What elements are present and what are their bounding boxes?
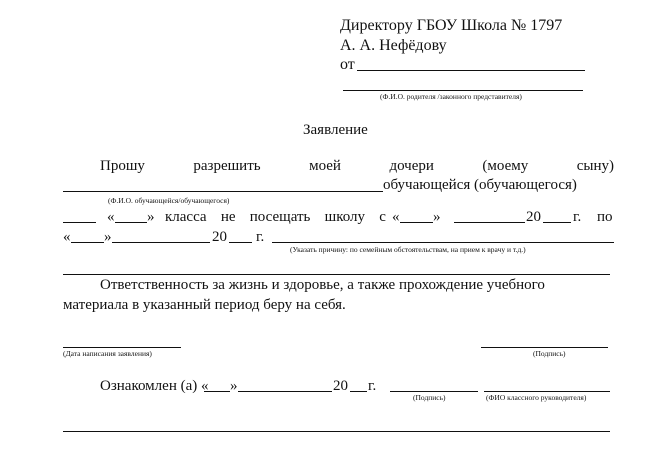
from-month-field[interactable] <box>454 222 525 223</box>
parent-name-field[interactable] <box>357 70 585 71</box>
director-name: А. А. Нефёдову <box>340 37 447 54</box>
from-year-prefix: 20 <box>526 209 541 225</box>
from-date-open: « <box>392 209 400 225</box>
from-year-field[interactable] <box>543 222 571 223</box>
teacher-signature-field[interactable] <box>390 391 478 392</box>
to-word: по <box>597 209 613 225</box>
from-date-close: » <box>433 209 441 225</box>
student-name-field[interactable] <box>63 191 383 192</box>
word-moemu: (моему <box>482 158 529 174</box>
parent-signature-caption: (Подпись) <box>533 349 566 358</box>
to-year-suffix: г. <box>256 229 265 245</box>
date-written-caption: (Дата написания заявления) <box>63 349 152 358</box>
from-year-suffix: г. <box>573 209 582 225</box>
ack-year-suffix: г. <box>368 378 377 394</box>
to-day-field[interactable] <box>71 242 104 243</box>
word-s: с <box>379 209 386 225</box>
teacher-name-caption: (ФИО классного руководителя) <box>486 393 587 402</box>
to-year-prefix: 20 <box>212 229 227 245</box>
parent-name-field-2[interactable] <box>343 90 583 91</box>
responsibility-line-2: материала в указанный период беру на себя. <box>63 297 346 313</box>
reason-caption: (Указать причину: по семейным обстоятельствам, на прием к врачу и т.д.) <box>290 245 526 254</box>
class-close-quote: » <box>147 209 155 225</box>
ack-label: Ознакомлен (а) « <box>100 378 209 394</box>
to-month-field[interactable] <box>112 242 210 243</box>
word-poseschat: посещать <box>249 209 311 225</box>
request-line-3 <box>165 208 386 226</box>
responsibility-line-1: Ответственность за жизнь и здоровье, а также прохождение учебного <box>100 277 545 293</box>
from-label: от <box>340 56 355 73</box>
class-open-quote: « <box>107 209 115 225</box>
request-line-1 <box>100 157 614 175</box>
document-title: Заявление <box>303 122 368 138</box>
to-year-field[interactable] <box>229 242 252 243</box>
ack-date-close: » <box>230 378 238 394</box>
word-docheri: дочери <box>389 158 434 174</box>
word-razreshit: разрешить <box>193 158 261 174</box>
class-letter-field[interactable] <box>115 222 147 223</box>
student-caption: (Ф.И.О. обучающейся/обучающегося) <box>108 196 230 205</box>
from-day-field[interactable] <box>400 222 433 223</box>
word-ne: не <box>220 209 236 225</box>
parent-signature-field[interactable] <box>481 347 608 348</box>
class-number-field[interactable] <box>63 222 96 223</box>
reason-field-2[interactable] <box>63 274 610 275</box>
reason-field[interactable] <box>272 242 614 243</box>
teacher-signature-caption: (Подпись) <box>413 393 446 402</box>
student-suffix: обучающейся (обучающегося) <box>383 177 577 193</box>
word-shkolu: школу <box>324 209 366 225</box>
to-date-close: » <box>104 229 112 245</box>
parent-caption: (Ф.И.О. родителя /законного представителя) <box>380 92 522 101</box>
word-klassa: класса <box>165 209 207 225</box>
ack-year-field[interactable] <box>350 391 367 392</box>
ack-day-field[interactable] <box>204 391 230 392</box>
bottom-line[interactable] <box>63 431 610 432</box>
teacher-name-field[interactable] <box>484 391 610 392</box>
addressee-line: Директору ГБОУ Школа № 1797 <box>340 17 563 34</box>
word-moey: моей <box>309 158 341 174</box>
ack-year-prefix: 20 <box>333 378 348 394</box>
ack-month-field[interactable] <box>238 391 332 392</box>
to-date-open: « <box>63 229 71 245</box>
word-synu: сыну) <box>576 158 614 174</box>
date-written-field[interactable] <box>63 347 181 348</box>
word-proshu: Прошу <box>100 158 145 174</box>
